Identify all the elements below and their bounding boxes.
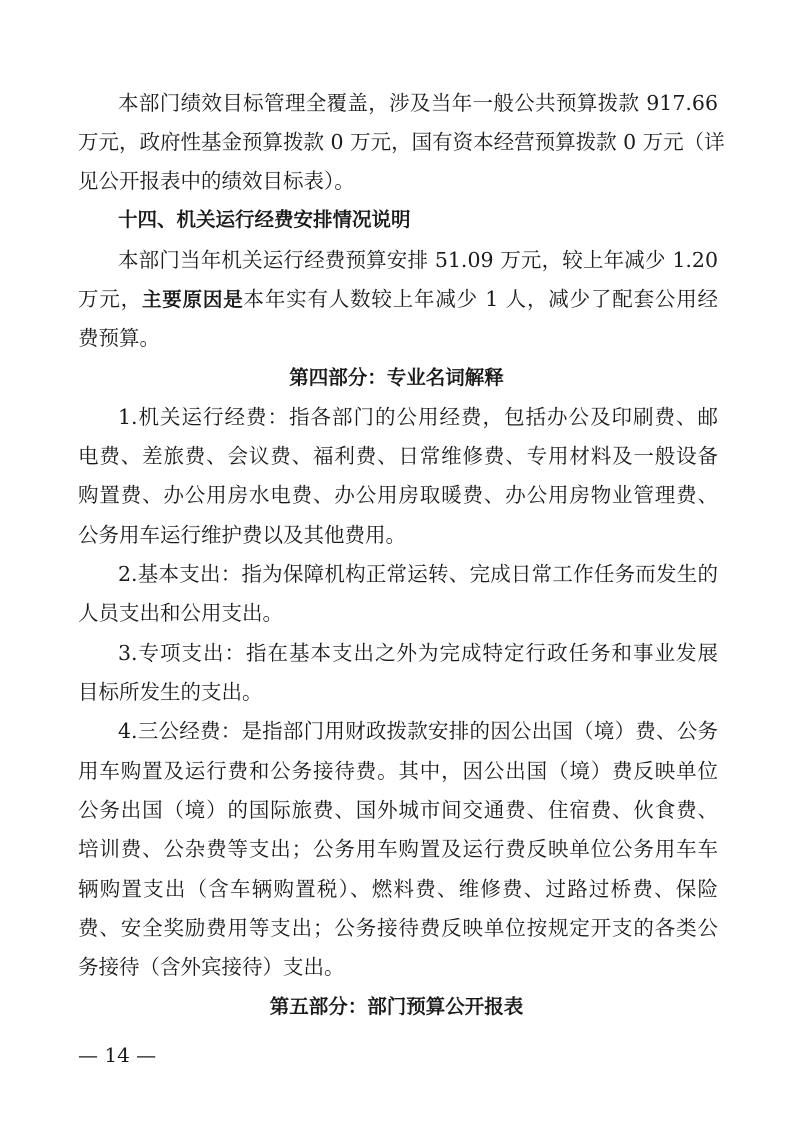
part-four-title: 第四部分：专业名词解释 bbox=[289, 366, 504, 389]
definition-line: 2.基本支出：指为保障机构正常运转、完成日常工作任务而发生的 bbox=[118, 562, 718, 586]
paragraph-line: 费预算。 bbox=[78, 326, 160, 350]
definition-line: 1.机关运行经费：指各部门的公用经费，包括办公及印刷费、邮 bbox=[118, 405, 718, 429]
text-run: 本年实有人数较上年减少 1 人，减少了配套公用经 bbox=[243, 287, 719, 311]
definition-line: 培训费、公杂费等支出；公务用车购置及运行费反映单位公务用车车 bbox=[78, 837, 718, 861]
paragraph-line: 本部门绩效目标管理全覆盖，涉及当年一般公共预算拨款 917.66 bbox=[118, 91, 718, 115]
paragraph-line: 见公开报表中的绩效目标表）。 bbox=[78, 169, 355, 193]
definition-line: 辆购置支出（含车辆购置税）、燃料费、维修费、过路过桥费、保险 bbox=[78, 877, 718, 901]
definition-line: 4.三公经费：是指部门用财政拨款安排的因公出国（境）费、公务 bbox=[118, 719, 718, 743]
definition-line: 务接待（含外宾接待）支出。 bbox=[78, 955, 345, 979]
definition-line: 目标所发生的支出。 bbox=[78, 680, 263, 704]
paragraph-line: 万元，政府性基金预算拨款 0 万元，国有资本经营预算拨款 0 万元（详 bbox=[78, 130, 725, 154]
text-run: 万元， bbox=[78, 287, 142, 311]
bold-text-run: 主要原因是 bbox=[141, 288, 244, 311]
definition-line: 公务用车运行维护费以及其他费用。 bbox=[78, 523, 406, 547]
definition-line: 购置费、办公用房水电费、办公用房取暖费、办公用房物业管理费、 bbox=[78, 483, 718, 507]
paragraph-line bbox=[78, 286, 718, 313]
definition-line: 费、安全奖励费用等支出；公务接待费反映单位按规定开支的各类公 bbox=[78, 916, 718, 940]
paragraph-line: 本部门当年机关运行经费预算安排 51.09 万元，较上年减少 1.20 bbox=[118, 248, 718, 272]
part-five-title: 第五部分：部门预算公开报表 bbox=[269, 995, 524, 1018]
definition-line: 人员支出和公用支出。 bbox=[78, 601, 283, 625]
definition-line: 公务出国（境）的国际旅费、国外城市间交通费、住宿费、伙食费、 bbox=[78, 798, 718, 822]
section-heading-14: 十四、机关运行经费安排情况说明 bbox=[118, 208, 411, 231]
definition-line: 3.专项支出：指在基本支出之外为完成特定行政任务和事业发展 bbox=[118, 641, 718, 665]
definition-line: 电费、差旅费、会议费、福利费、日常维修费、专用材料及一般设备 bbox=[78, 444, 718, 468]
page-number: — 14 — bbox=[78, 1043, 157, 1067]
definition-line: 用车购置及运行费和公务接待费。其中，因公出国（境）费反映单位 bbox=[78, 759, 718, 783]
